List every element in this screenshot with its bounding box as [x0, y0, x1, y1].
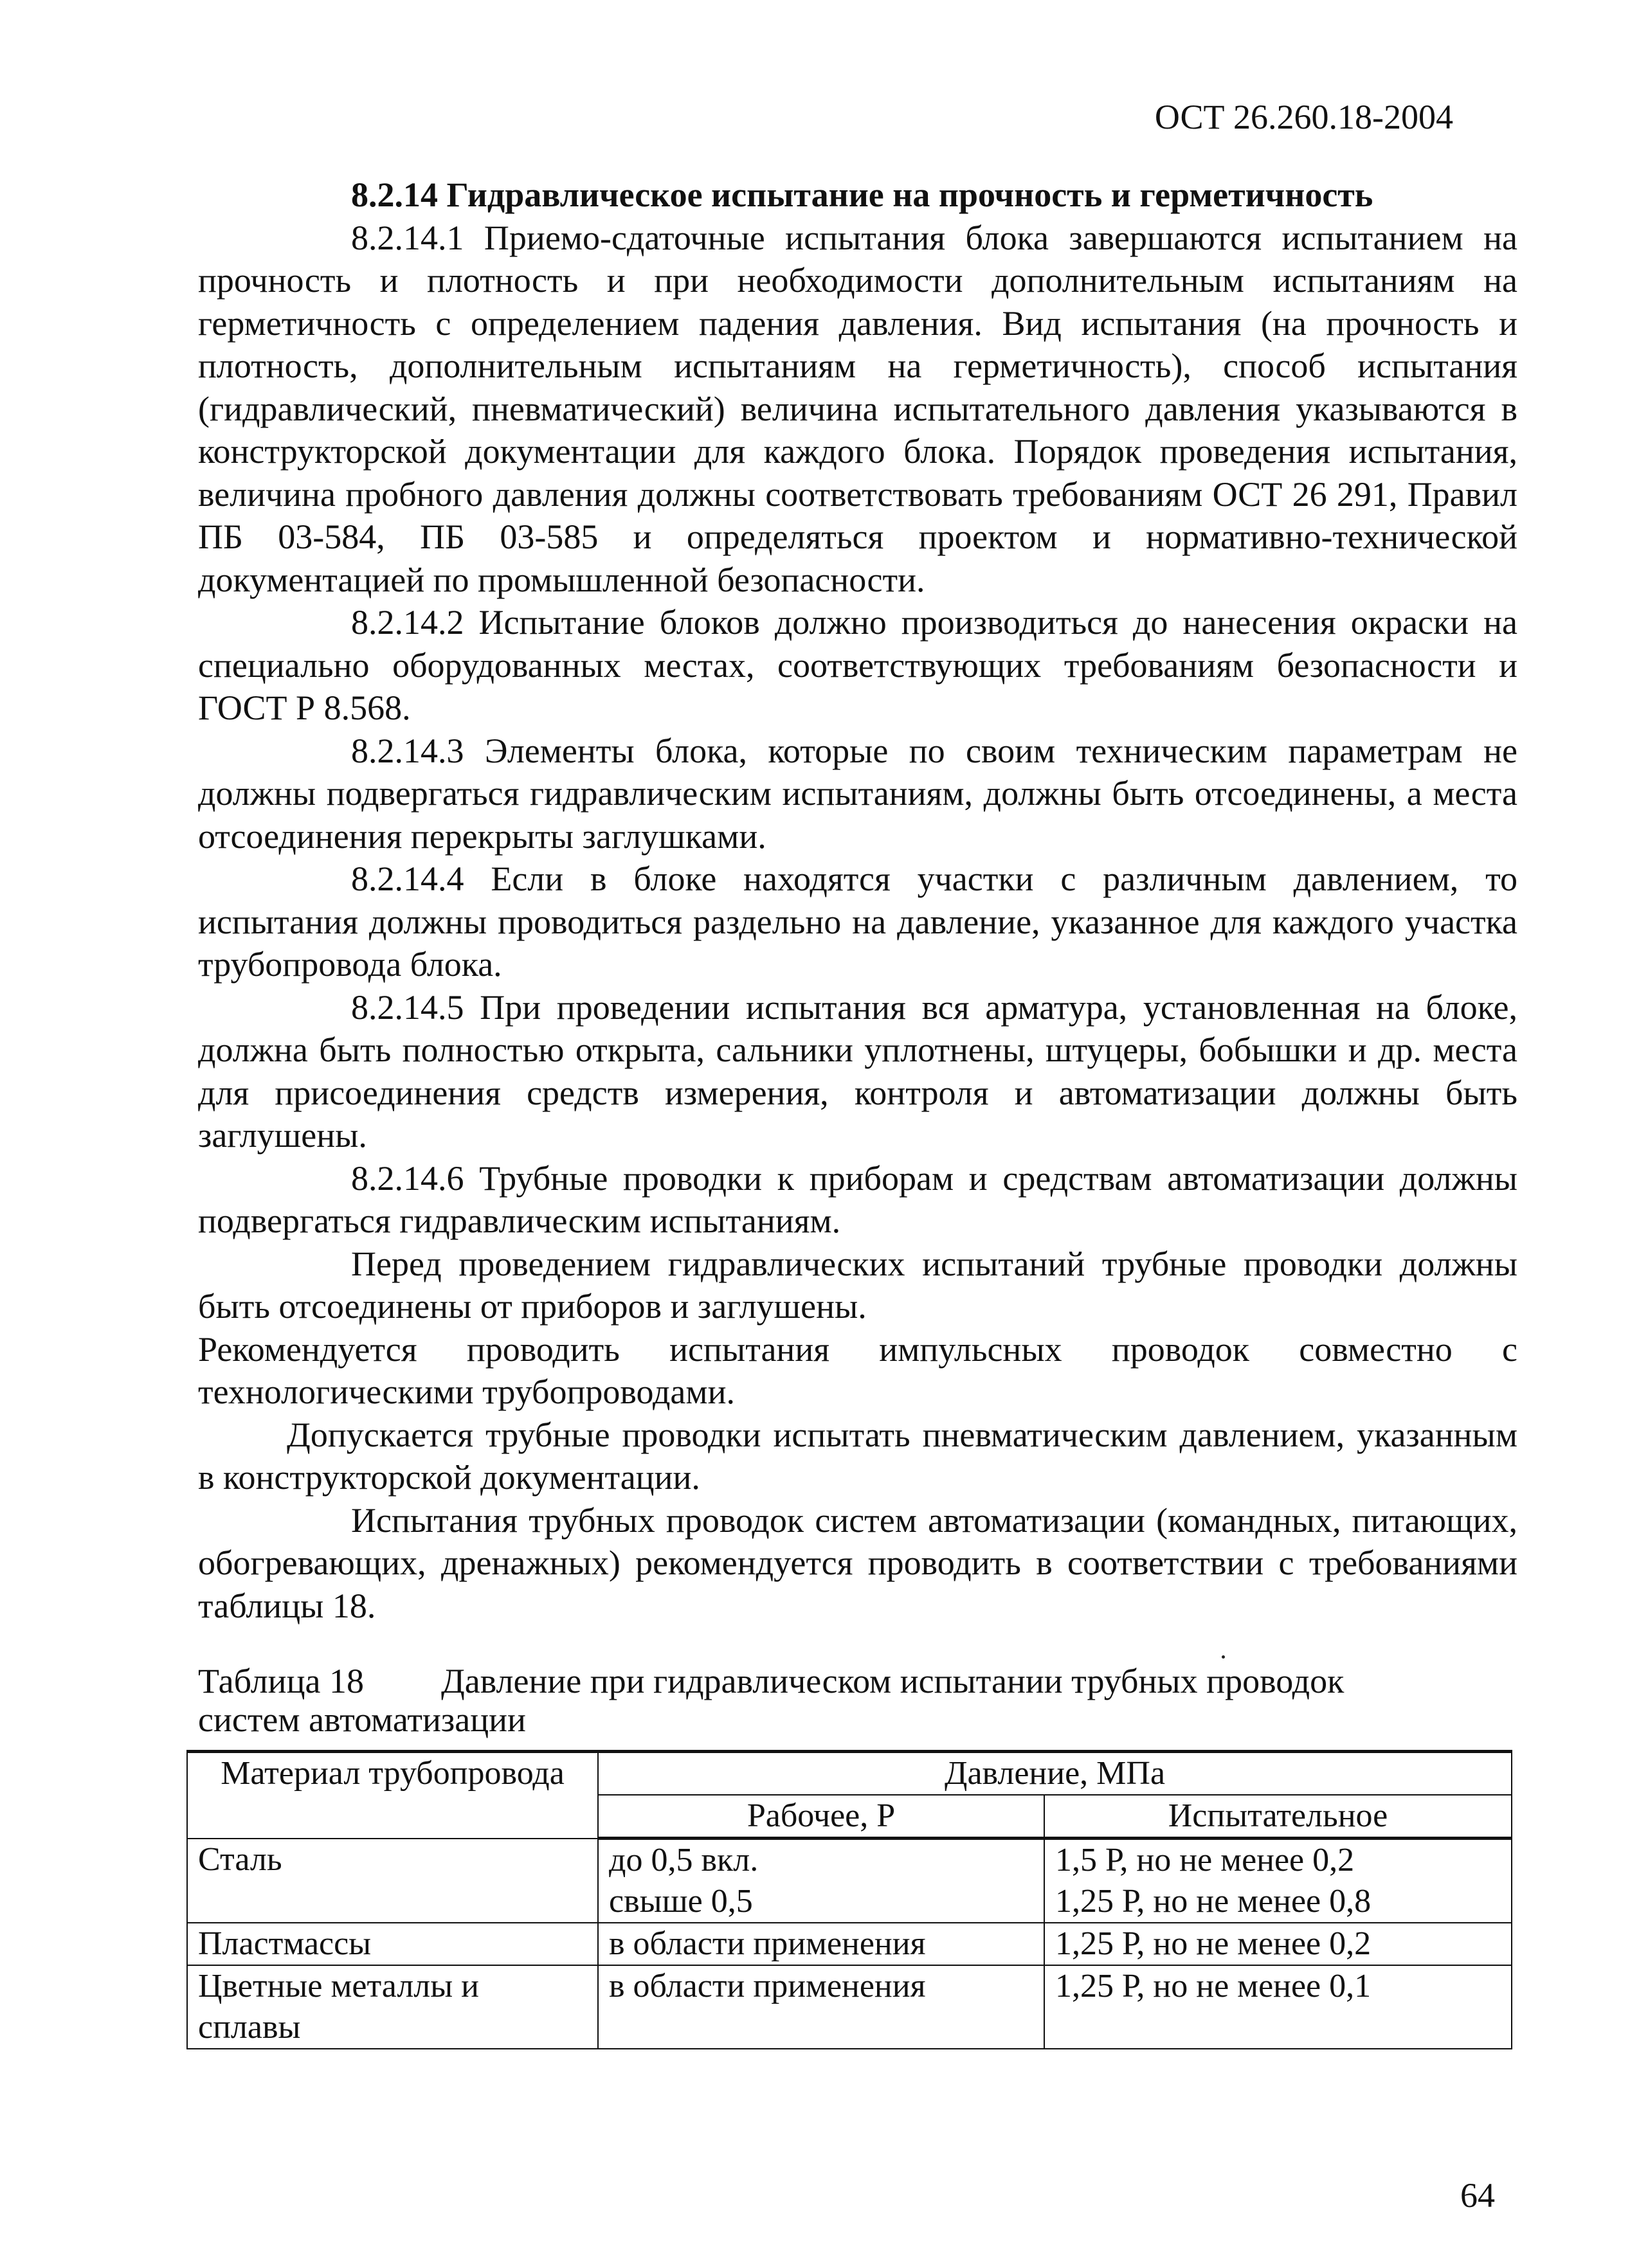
cell-material: Сталь [187, 1839, 598, 1923]
paragraph-automation-systems: Испытания трубных проводок систем автоматизации (командных, питающих, обогревающих, дренажных) рекомендуется проводить в соответствии с требованиями таблицы 18. [198, 1500, 1517, 1625]
cell-test: 1,25 Р, но не менее 0,2 [1044, 1923, 1512, 1965]
paragraph-8-2-14-6: 8.2.14.6 Трубные проводки к приборам и средствам автоматизации должны подвергаться гидравлическим испытаниям. [198, 1158, 1517, 1240]
section-title: 8.2.14 Гидравлическое испытание на прочность и герметичность [351, 176, 1373, 214]
cell-working: в области применения [598, 1923, 1044, 1965]
column-group-pressure: Давление, МПа [598, 1752, 1512, 1796]
table-caption-text: Давление при гидравлическом испытании трубных проводок [440, 1662, 1345, 1700]
cell-working [598, 1839, 1044, 1923]
cell-material: Пластмассы [187, 1923, 598, 1965]
paragraph-8-2-14-3: 8.2.14.3 Элементы блока, которые по своим техническим параметрам не должны подвергаться гидравлическим испытаниям, должны быть отсоединены, а места отсоединения перекрыты заглушками. [198, 731, 1517, 856]
pressure-table [186, 1750, 1512, 2049]
table-row [187, 1965, 1512, 2049]
table-row [187, 1839, 1512, 1923]
table-caption-label: Таблица 18 [198, 1662, 364, 1700]
table-row [187, 1923, 1512, 1965]
cell-test [1044, 1839, 1512, 1923]
document-code: ОСТ 26.260.18-2004 [1154, 98, 1453, 136]
cell-working-line: до 0,5 вкл. [609, 1842, 759, 1878]
page-number: 64 [1460, 2176, 1495, 2215]
paragraph-8-2-14-2: 8.2.14.2 Испытание блоков должно производиться до нанесения окраски на специально оборудованных местах, соответствующих требованиям безопасности и ГОСТ Р 8.568. [198, 603, 1517, 727]
paragraph-8-2-14-1: 8.2.14.1 Приемо-сдаточные испытания блока завершаются испытанием на прочность и плотность и при необходимости дополнительным испытаниям на герметичность с определением падения давления. Вид испытания (на прочность и плотность, дополнительным испытаниям на герметичность), способ испытания (гидравлический, пневматический) величина испытательного давления указываются в конструкторской документации для каждого блока. Порядок проведения испытания, величина пробного давления должны соответствовать требованиям ОСТ 26 291, Правил ПБ 03-584, ПБ 03-585 и определяться проектом и нормативно-технической документацией по промышленной безопасности. [198, 218, 1517, 599]
paragraph-8-2-14-4: 8.2.14.4 Если в блоке находятся участки с различным давлением, то испытания должны проводиться раздельно на давление, указанное для каждого участка трубопровода блока. [198, 860, 1517, 984]
column-header-working: Рабочее, Р [598, 1795, 1044, 1839]
cell-working-line: свыше 0,5 [609, 1883, 753, 1920]
table-caption-text-cont: систем автоматизации [198, 1700, 526, 1739]
scan-speck [1222, 1655, 1225, 1659]
paragraph-before-testing: Перед проведением гидравлических испытаний трубные проводки должны быть отсоединены от приборов и заглушены. [198, 1244, 1517, 1326]
column-header-material: Материал трубопровода [187, 1752, 598, 1839]
cell-test-line: 1,5 Р, но не менее 0,2 [1055, 1842, 1355, 1878]
paragraph-recommended: Рекомендуется проводить испытания импульсных проводок совместно с технологическими трубопроводами. [198, 1329, 1517, 1411]
cell-working: в области применения [598, 1965, 1044, 2049]
paragraph-allowed: Допускается трубные проводки испытать пневматическим давлением, указанным в конструкторской документации. [198, 1415, 1517, 1497]
document-body [198, 174, 1517, 1627]
paragraph-8-2-14-5: 8.2.14.5 При проведении испытания вся арматура, установленная на блоке, должна быть полностью открыта, сальники уплотнены, штуцеры, бобышки и др. места для присоединения средств измерения, контроля и автоматизации должны быть заглушены. [198, 987, 1517, 1155]
table-caption [198, 1662, 1517, 1739]
cell-material: Цветные металлы и сплавы [187, 1965, 598, 2049]
column-header-test: Испытательное [1044, 1795, 1512, 1839]
cell-test-line: 1,25 Р, но не менее 0,8 [1055, 1883, 1372, 1920]
cell-test: 1,25 Р, но не менее 0,1 [1044, 1965, 1512, 2049]
pressure-table-wrap [186, 1750, 1512, 2049]
